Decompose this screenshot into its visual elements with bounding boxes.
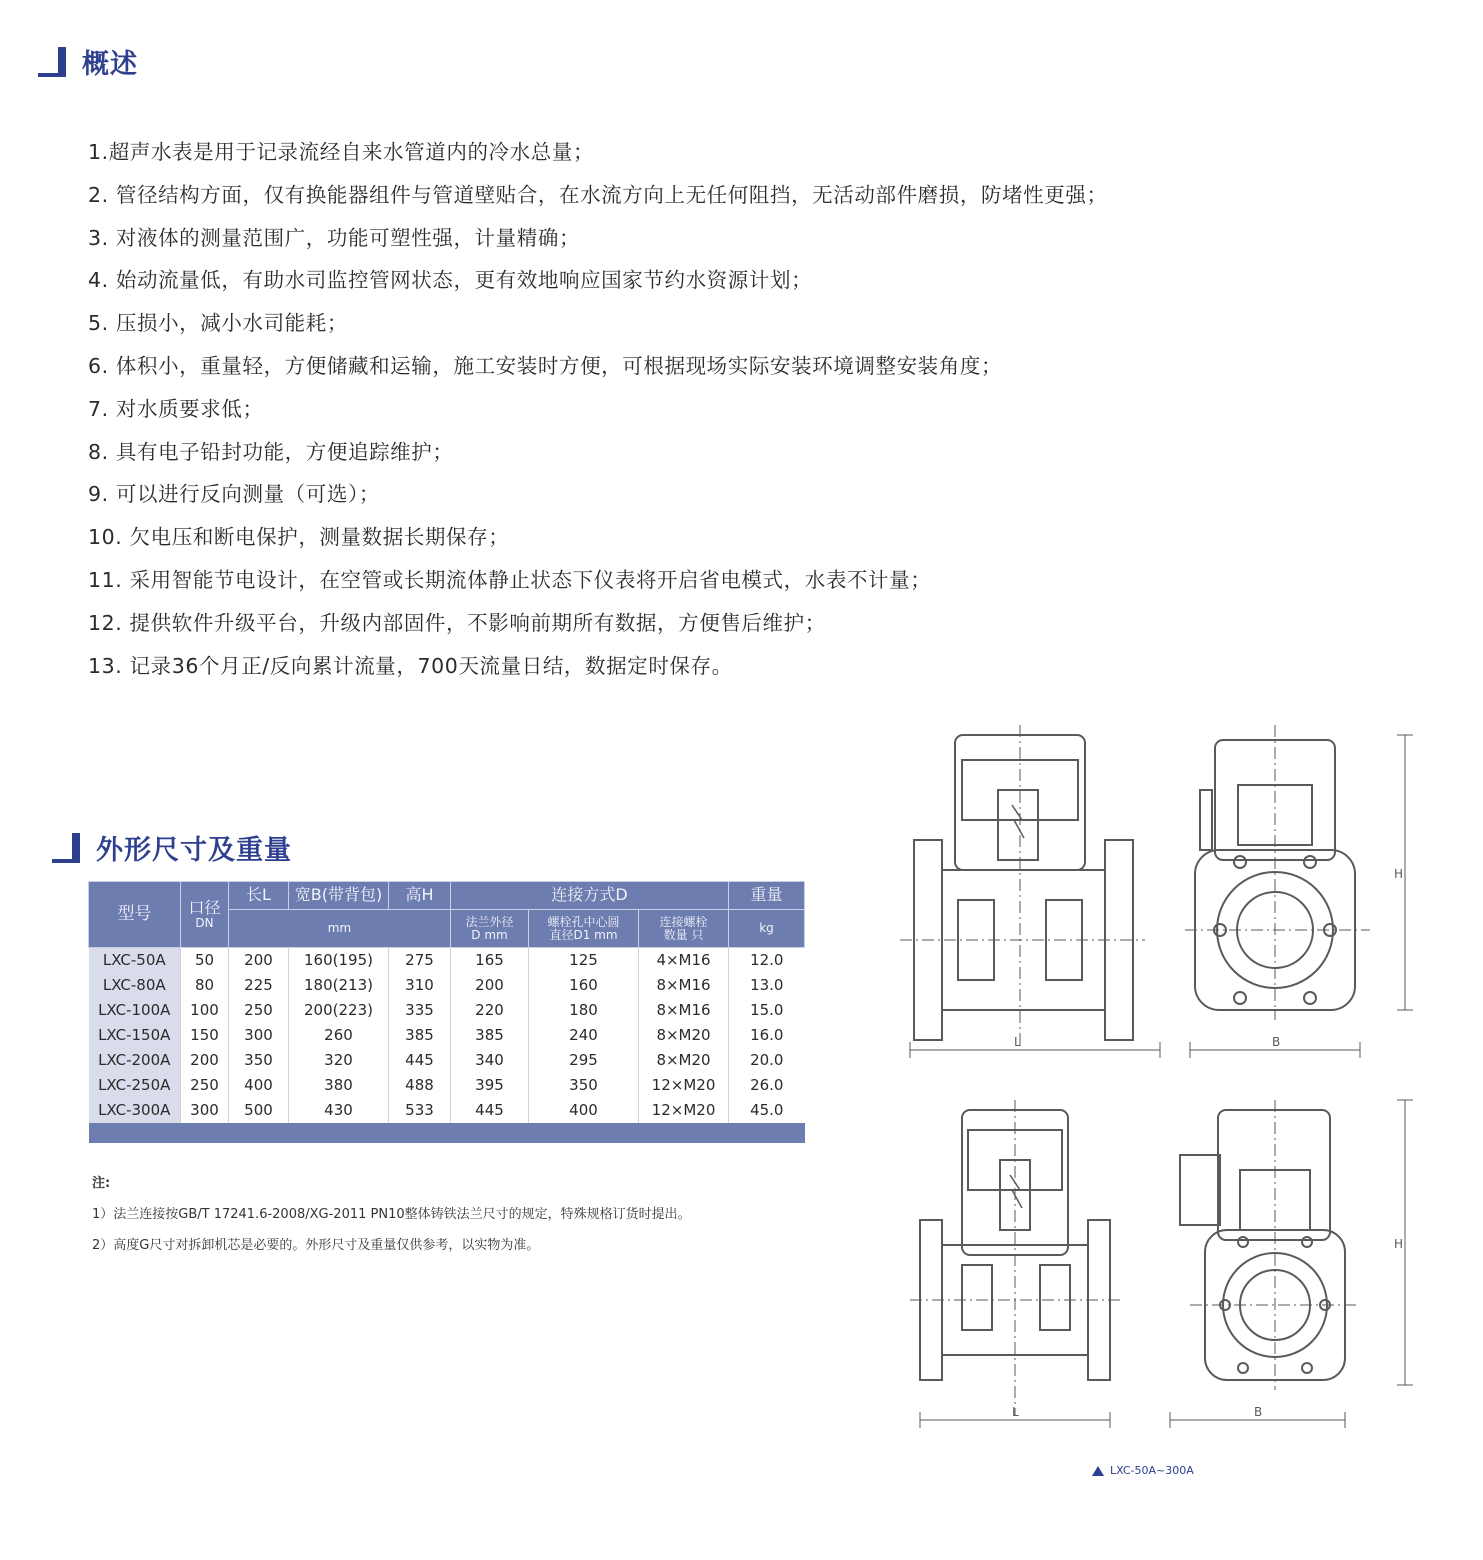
cell-length: 225 bbox=[229, 973, 289, 998]
cell-screws: 12×M20 bbox=[639, 1073, 729, 1098]
spec-table bbox=[88, 881, 805, 1143]
cell-weight: 45.0 bbox=[729, 1098, 805, 1123]
feature-item: 3. 对液体的测量范围广，功能可塑性强，计量精确； bbox=[88, 225, 581, 250]
dim-label-l: L bbox=[1014, 1035, 1021, 1049]
cell-height: 488 bbox=[389, 1073, 451, 1098]
cell-length: 250 bbox=[229, 998, 289, 1023]
cell-weight: 13.0 bbox=[729, 973, 805, 998]
dim-label-l: L bbox=[1012, 1405, 1019, 1419]
table-row bbox=[89, 1048, 805, 1073]
dim-label-h: H bbox=[1394, 1237, 1404, 1251]
cell-dn: 250 bbox=[181, 1073, 229, 1098]
cell-bolt-circle: 350 bbox=[529, 1073, 639, 1098]
header-dn-label: 口径 bbox=[188, 897, 221, 917]
feature-item: 13. 记录36个月正/反向累计流量，700天流量日结，数据定时保存。 bbox=[88, 653, 733, 678]
cell-width: 200(223) bbox=[289, 998, 389, 1023]
table-row bbox=[89, 998, 805, 1023]
cell-height: 445 bbox=[389, 1048, 451, 1073]
table-row bbox=[89, 1098, 805, 1123]
table-row bbox=[89, 973, 805, 998]
feature-item: 8. 具有电子铅封功能，方便追踪维护； bbox=[88, 439, 454, 464]
notes bbox=[92, 1172, 691, 1265]
header-screws-unit: 数量 只 bbox=[663, 927, 704, 942]
dim-label-h: H bbox=[1394, 867, 1404, 881]
header-bolt-unit: 直径D1 mm bbox=[549, 927, 618, 942]
cell-dn: 50 bbox=[181, 948, 229, 973]
cell-bolt-circle: 295 bbox=[529, 1048, 639, 1073]
feature-item: 10. 欠电压和断电保护，测量数据长期保存； bbox=[88, 525, 510, 550]
cell-model: LXC-200A bbox=[89, 1048, 181, 1073]
drawing-caption bbox=[1092, 1464, 1194, 1477]
header-unit-mm: mm bbox=[229, 910, 451, 948]
header-connection: 连接方式D bbox=[451, 882, 729, 910]
cell-bolt-circle: 400 bbox=[529, 1098, 639, 1123]
cell-weight: 12.0 bbox=[729, 948, 805, 973]
cell-flange: 200 bbox=[451, 973, 529, 998]
cell-bolt-circle: 240 bbox=[529, 1023, 639, 1048]
drawing-caption-text: LXC-50A~300A bbox=[1110, 1464, 1194, 1477]
cell-width: 260 bbox=[289, 1023, 389, 1048]
dimension-drawings bbox=[900, 720, 1440, 1440]
header-length: 长L bbox=[229, 882, 289, 910]
side-view-drawing-bottom bbox=[910, 1100, 1120, 1428]
cell-height: 533 bbox=[389, 1098, 451, 1123]
cell-dn: 200 bbox=[181, 1048, 229, 1073]
cell-bolt-circle: 125 bbox=[529, 948, 639, 973]
cell-bolt-circle: 160 bbox=[529, 973, 639, 998]
cell-height: 275 bbox=[389, 948, 451, 973]
cell-flange: 165 bbox=[451, 948, 529, 973]
heading-marker-icon bbox=[38, 47, 66, 77]
dim-label-b: B bbox=[1254, 1405, 1263, 1419]
cell-screws: 8×M20 bbox=[639, 1023, 729, 1048]
cell-weight: 26.0 bbox=[729, 1073, 805, 1098]
cell-length: 200 bbox=[229, 948, 289, 973]
overview-heading bbox=[38, 42, 138, 81]
header-model: 型号 bbox=[89, 882, 181, 948]
cell-height: 335 bbox=[389, 998, 451, 1023]
dim-label-b: B bbox=[1272, 1035, 1281, 1049]
header-weight: 重量 bbox=[729, 882, 805, 910]
front-view-drawing-bottom bbox=[1170, 1100, 1413, 1428]
cell-length: 500 bbox=[229, 1098, 289, 1123]
header-flange-label: 法兰外径 bbox=[465, 914, 514, 929]
cell-weight: 15.0 bbox=[729, 998, 805, 1023]
feature-item: 5. 压损小，减小水司能耗； bbox=[88, 311, 348, 336]
cell-flange: 385 bbox=[451, 1023, 529, 1048]
header-dn-unit: DN bbox=[195, 915, 214, 930]
cell-screws: 12×M20 bbox=[639, 1098, 729, 1123]
triangle-icon bbox=[1092, 1466, 1104, 1476]
feature-item: 11. 采用智能节电设计，在空管或长期流体静止状态下仪表将开启省电模式，水表不计量； bbox=[88, 567, 932, 592]
cell-length: 350 bbox=[229, 1048, 289, 1073]
cell-length: 300 bbox=[229, 1023, 289, 1048]
header-flange-unit: D mm bbox=[471, 927, 508, 942]
cell-width: 160(195) bbox=[289, 948, 389, 973]
header-screws bbox=[639, 910, 729, 948]
cell-weight: 16.0 bbox=[729, 1023, 805, 1048]
cell-width: 180(213) bbox=[289, 973, 389, 998]
cell-model: LXC-250A bbox=[89, 1073, 181, 1098]
header-screws-label: 连接螺栓 bbox=[659, 914, 708, 929]
notes-label: 注: bbox=[92, 1176, 111, 1191]
cell-model: LXC-100A bbox=[89, 998, 181, 1023]
cell-length: 400 bbox=[229, 1073, 289, 1098]
cell-model: LXC-300A bbox=[89, 1098, 181, 1123]
feature-item: 1.超声水表是用于记录流经自来水管道内的冷水总量； bbox=[88, 140, 595, 164]
cell-screws: 8×M16 bbox=[639, 973, 729, 998]
feature-item: 7. 对水质要求低； bbox=[88, 396, 264, 421]
cell-flange: 445 bbox=[451, 1098, 529, 1123]
cell-dn: 300 bbox=[181, 1098, 229, 1123]
cell-model: LXC-80A bbox=[89, 973, 181, 998]
cell-height: 310 bbox=[389, 973, 451, 998]
header-unit-kg: kg bbox=[729, 910, 805, 948]
cell-width: 380 bbox=[289, 1073, 389, 1098]
cell-weight: 20.0 bbox=[729, 1048, 805, 1073]
table-footer-bar bbox=[89, 1123, 805, 1143]
header-height: 高H bbox=[389, 882, 451, 910]
cell-width: 430 bbox=[289, 1098, 389, 1123]
cell-dn: 80 bbox=[181, 973, 229, 998]
cell-height: 385 bbox=[389, 1023, 451, 1048]
cell-flange: 395 bbox=[451, 1073, 529, 1098]
cell-screws: 4×M16 bbox=[639, 948, 729, 973]
overview-title: 概述 bbox=[82, 49, 138, 80]
header-bolt-label: 螺栓孔中心圆 bbox=[547, 914, 620, 929]
cell-width: 320 bbox=[289, 1048, 389, 1073]
header-flange bbox=[451, 910, 529, 948]
cell-flange: 220 bbox=[451, 998, 529, 1023]
cell-model: LXC-150A bbox=[89, 1023, 181, 1048]
dimensions-heading bbox=[52, 828, 292, 867]
feature-item: 4. 始动流量低，有助水司监控管网状态，更有效地响应国家节约水资源计划； bbox=[88, 268, 813, 293]
header-bolt-circle bbox=[529, 910, 639, 948]
front-view-drawing-top bbox=[1185, 725, 1413, 1058]
feature-item: 6. 体积小，重量轻，方便储藏和运输，施工安装时方便，可根据现场实际安装环境调整安装角度； bbox=[88, 353, 1003, 378]
header-width: 宽B(带背包) bbox=[289, 882, 389, 910]
header-dn bbox=[181, 882, 229, 948]
dimensions-title: 外形尺寸及重量 bbox=[96, 835, 292, 866]
table-row bbox=[89, 948, 805, 973]
cell-screws: 8×M16 bbox=[639, 998, 729, 1023]
cell-screws: 8×M20 bbox=[639, 1048, 729, 1073]
note-item: 1）法兰连接按GB/T 17241.6-2008/XG-2011 PN10整体铸铁法兰尺寸的规定，特殊规格订货时提出。 bbox=[92, 1207, 691, 1222]
feature-item: 2. 管径结构方面，仅有换能器组件与管道壁贴合，在水流方向上无任何阻挡，无活动部件磨损，防堵性更强； bbox=[88, 182, 1108, 207]
note-item: 2）高度G尺寸对拆卸机芯是必要的。外形尺寸及重量仅供参考，以实物为准。 bbox=[92, 1238, 540, 1253]
feature-item: 9. 可以进行反向测量（可选）； bbox=[88, 482, 380, 507]
cell-dn: 150 bbox=[181, 1023, 229, 1048]
feature-list bbox=[88, 134, 1208, 690]
table-row bbox=[89, 1073, 805, 1098]
feature-item: 12. 提供软件升级平台，升级内部固件，不影响前期所有数据，方便售后维护； bbox=[88, 610, 826, 635]
side-view-drawing-top bbox=[900, 725, 1160, 1058]
cell-model: LXC-50A bbox=[89, 948, 181, 973]
cell-dn: 100 bbox=[181, 998, 229, 1023]
cell-bolt-circle: 180 bbox=[529, 998, 639, 1023]
cell-flange: 340 bbox=[451, 1048, 529, 1073]
heading-marker-icon bbox=[52, 833, 80, 863]
table-row bbox=[89, 1023, 805, 1048]
